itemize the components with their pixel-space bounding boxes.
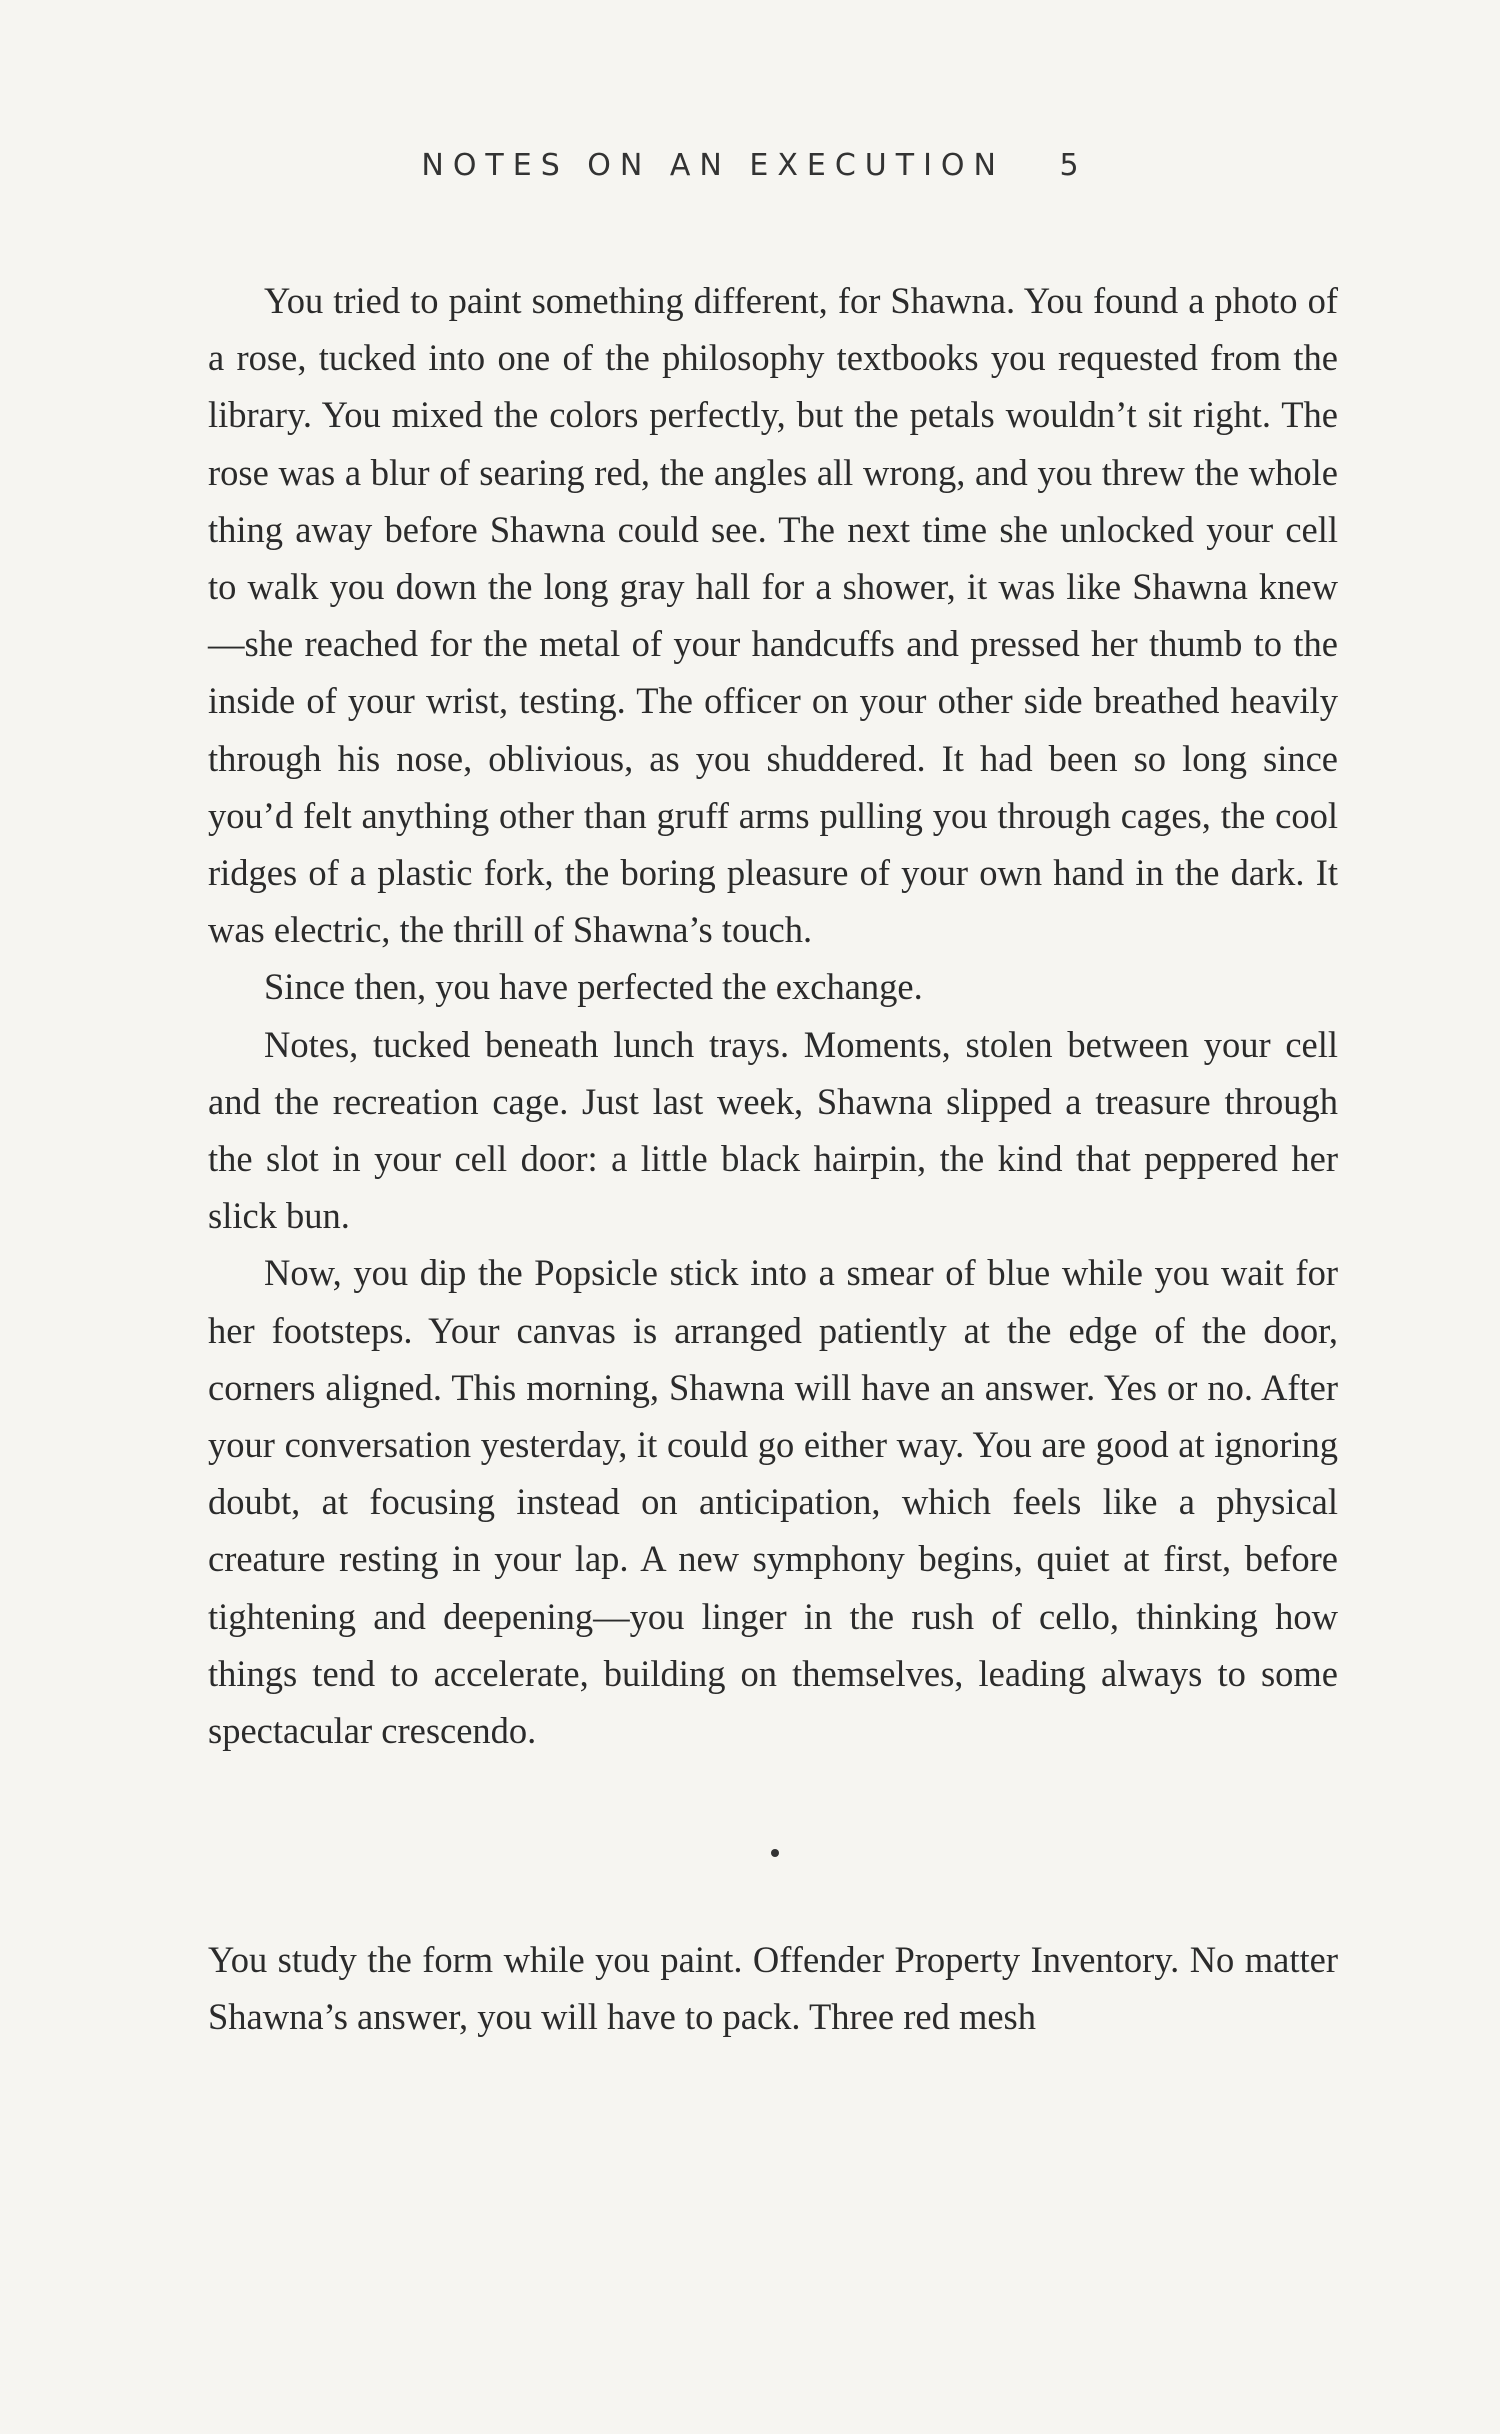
running-title: NOTES ON AN EXECUTION — [421, 148, 1005, 183]
paragraph-1: You tried to paint something different, for Shawna. You found a photo of a rose, tucked into one of the philosophy textbooks you requested from the library. You mixed the colors perfectly, but the petals wouldn’t sit right. The rose was a blur of searing red, the angles all wrong, and you threw the whole thing away before Shawna could see. The next time she unlocked your cell to walk you down the long gray hall for a shower, it was like Shawna knew—she reached for the metal of your handcuffs and pressed her thumb to the inside of your wrist, testing. The officer on your other side breathed heavily through his nose, oblivious, as you shuddered. It had been so long since you’d felt anything other than gruff arms pulling you through cages, the cool ridges of a plastic fork, the boring pleasure of your own hand in the dark. It was electric, the thrill of Shawna’s touch. — [208, 280, 1338, 951]
section-break — [208, 1759, 1338, 1931]
page-number: 5 — [1059, 148, 1079, 183]
paragraph-2: Since then, you have perfected the exchange. — [264, 966, 923, 1008]
body-text — [208, 272, 1338, 2045]
paragraph-4: Now, you dip the Popsicle stick into a smear of blue while you wait for her footsteps. Your canvas is arranged patiently at the edge of the door, corners aligned. This morning, Shawna will have an answer. Yes or no. After your conversation yesterday, it could go either way. You are good at ignoring doubt, at focusing instead on anticipation, which feels like a physical creature resting in your lap. A new symphony begins, quiet at first, before tightening and deepening—you linger in the rush of cello, thinking how things tend to accelerate, building on themselves, leading always to some spectacular crescendo. — [208, 1252, 1338, 1752]
running-head — [0, 148, 1500, 183]
section-break-dot — [771, 1849, 779, 1857]
paragraph-after-break: You study the form while you paint. Offender Property Inventory. No matter Shawna’s answer, you will have to pack. Three red mesh — [208, 1938, 1338, 2038]
paragraph-3: Notes, tucked beneath lunch trays. Moments, stolen between your cell and the recreation cage. Just last week, Shawna slipped a treasure through the slot in your cell door: a little black hairpin, the kind that peppered her slick bun. — [208, 1023, 1338, 1237]
